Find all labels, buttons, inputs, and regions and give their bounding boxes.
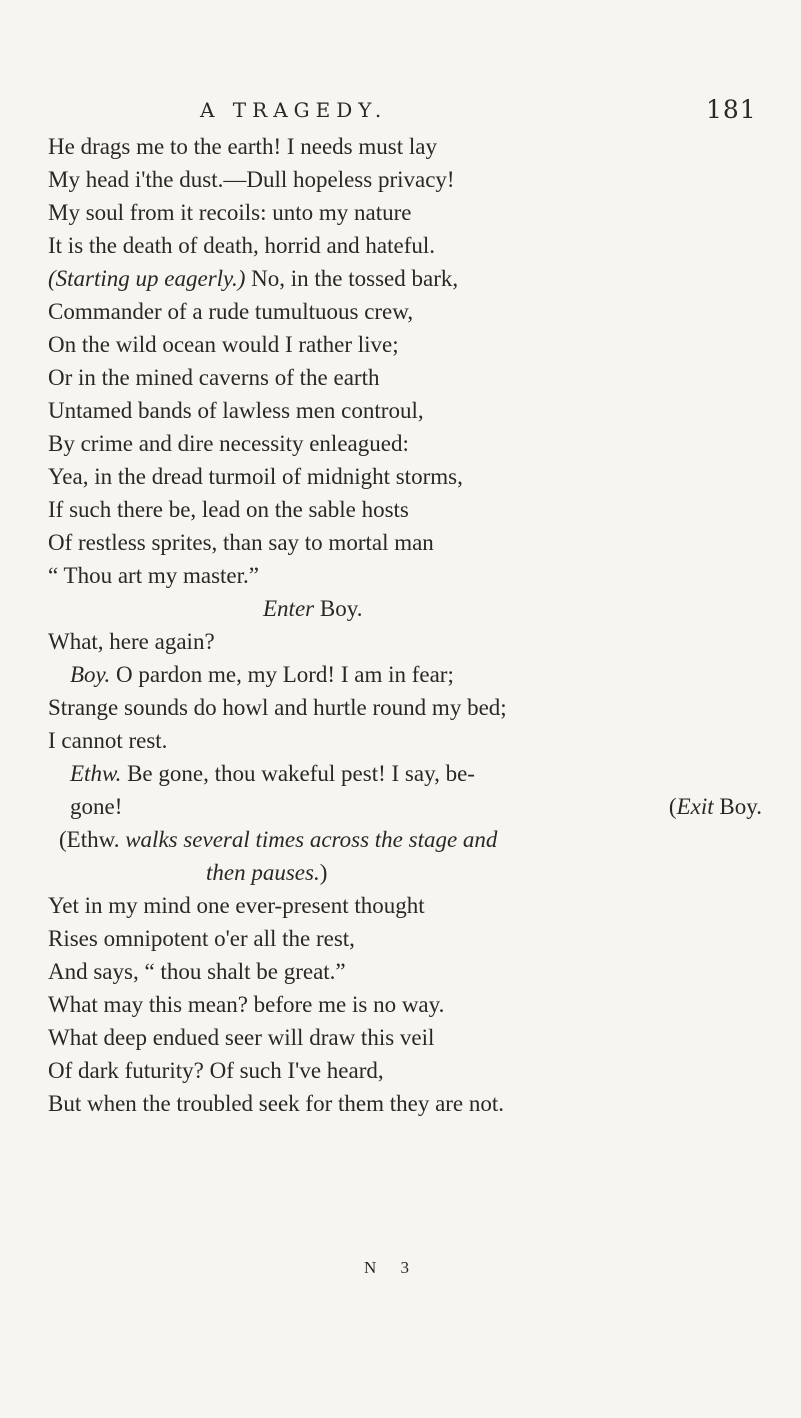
verse-line-with-direction: (Starting up eagerly.) No, in the tossed bark, — [48, 266, 459, 291]
verse-line: “ Thou art my master.” — [48, 563, 259, 588]
verse-line: And says, “ thou shalt be great.” — [48, 959, 346, 984]
verse-line: Strange sounds do howl and hurtle round my bed; — [48, 695, 507, 720]
stage-direction-line: (Ethw. walks several times across the stage and — [59, 827, 498, 852]
verse-line: Or in the mined caverns of the earth — [48, 365, 380, 390]
verse-line: Yet in my mind one ever-present thought — [48, 893, 425, 918]
verse-line: Untamed bands of lawless men controul, — [48, 398, 424, 423]
speaker-name: Boy. — [70, 662, 111, 687]
verse-line: Of restless sprites, than say to mortal man — [48, 530, 434, 555]
verse-line: Of dark futurity? Of such I've heard, — [48, 1058, 384, 1083]
verse-text — [48, 130, 768, 1120]
verse-line: It is the death of death, horrid and hateful. — [48, 233, 436, 258]
speech-line-exit: gone! (Exit Boy. — [48, 790, 768, 823]
verse-line: Rises omnipotent o'er all the rest, — [48, 926, 355, 951]
exit-direction: (Exit Boy. — [668, 794, 762, 819]
verse-line: My soul from it recoils: unto my nature — [48, 200, 412, 225]
verse-line: On the wild ocean would I rather live; — [48, 332, 399, 357]
speech-line: Ethw. Be gone, thou wakeful pest! I say, be- — [70, 761, 475, 786]
verse-line: What may this mean? before me is no way. — [48, 992, 445, 1017]
signature-mark: N 3 — [364, 1258, 420, 1277]
verse-line: Commander of a rude tumultuous crew, — [48, 299, 414, 324]
stage-entrance: Enter Boy. — [263, 596, 363, 621]
verse-line: But when the troubled seek for them they are not. — [48, 1091, 505, 1116]
page-number: 181 — [706, 95, 757, 124]
verse-line: My head i'the dust.—Dull hopeless privacy! — [48, 167, 455, 192]
verse-line: I cannot rest. — [48, 728, 168, 753]
stage-direction-line: then pauses.) — [206, 860, 328, 885]
verse-line: By crime and dire necessity enleagued: — [48, 431, 409, 456]
speaker-name: Ethw. — [70, 761, 122, 786]
verse-line: Yea, in the dread turmoil of midnight storms, — [48, 464, 463, 489]
speech-line: Boy. O pardon me, my Lord! I am in fear; — [70, 662, 454, 687]
verse-line: What deep endued seer will draw this veil — [48, 1025, 435, 1050]
stage-direction: (Starting up eagerly.) — [48, 266, 246, 291]
verse-line: He drags me to the earth! I needs must lay — [48, 134, 437, 159]
running-head: A TRAGEDY. — [200, 98, 388, 122]
verse-line: If such there be, lead on the sable hosts — [48, 497, 409, 522]
verse-line: What, here again? — [48, 629, 215, 654]
